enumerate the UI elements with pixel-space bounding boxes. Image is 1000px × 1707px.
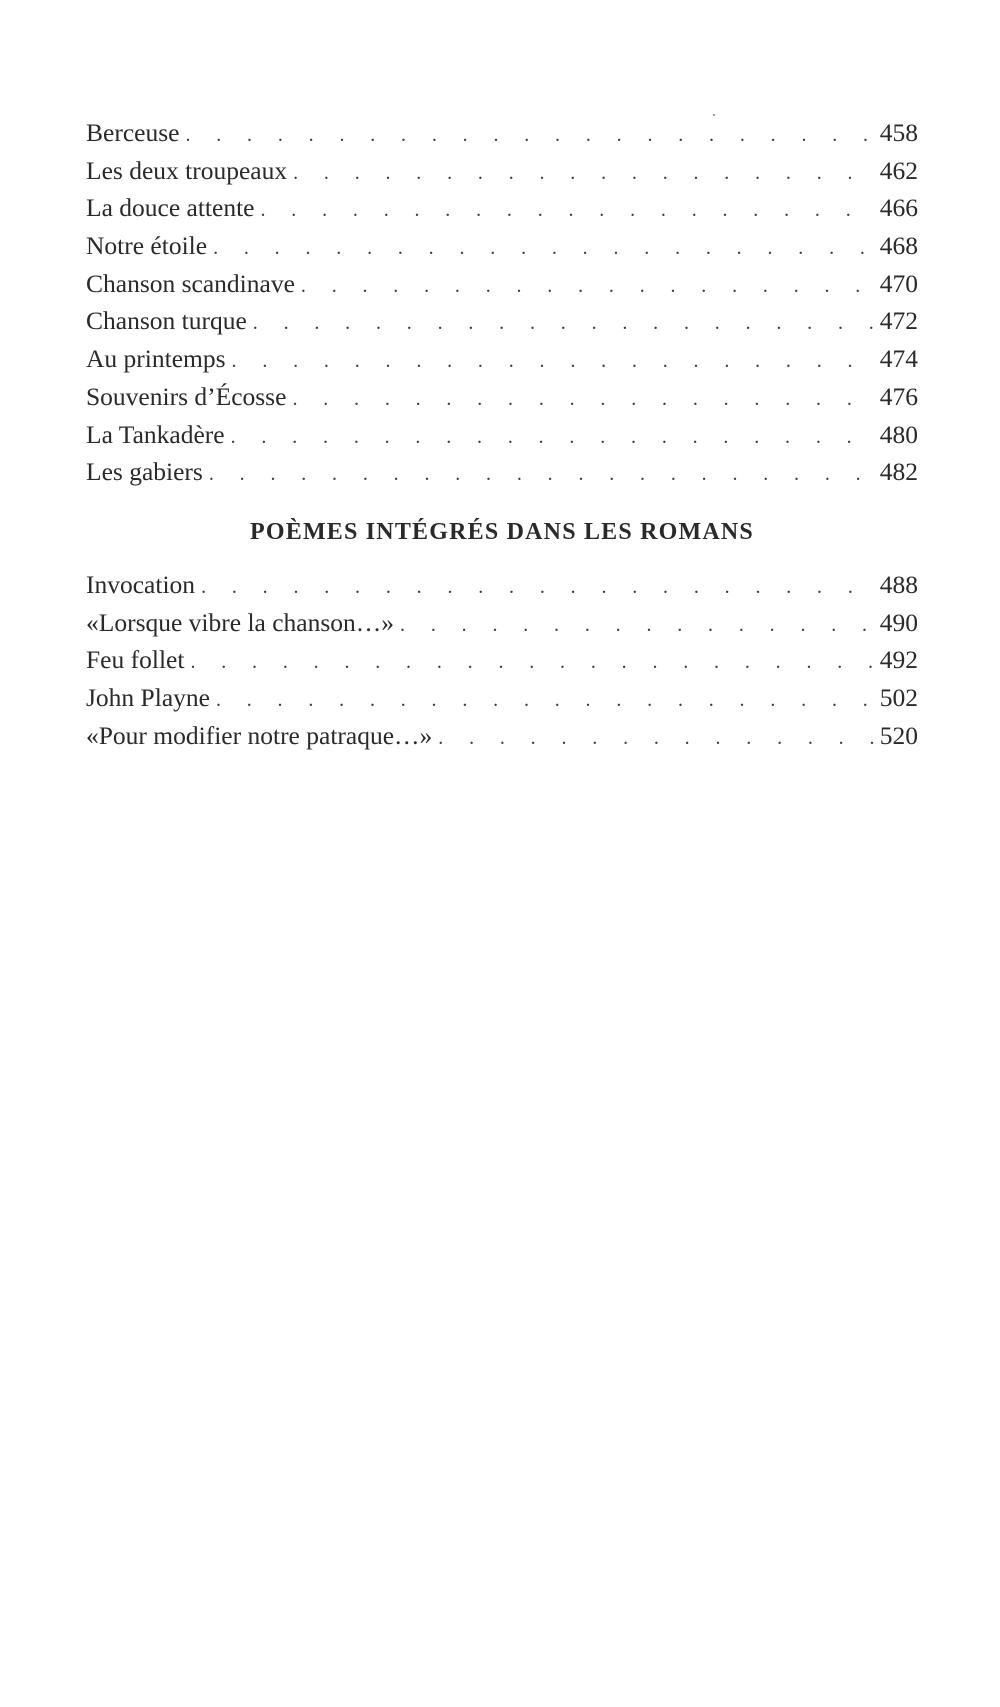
- toc-entry: [86, 227, 918, 265]
- toc-entry-title: Invocation: [86, 570, 196, 599]
- toc-entry-page: 474: [879, 344, 918, 374]
- toc-entry-page: 502: [879, 683, 918, 713]
- section-heading: POÈMES INTÉGRÉS DANS LES ROMANS: [250, 519, 754, 545]
- toc-entry-page: 480: [879, 419, 918, 449]
- toc-entry-title: «Lorsque vibre la chanson…»: [86, 607, 395, 637]
- toc-entry: [86, 641, 918, 679]
- toc-entry-title: Notre étoile: [86, 231, 208, 261]
- dot-leader: [438, 720, 874, 758]
- dot-leader: [253, 305, 874, 343]
- toc-entry: [86, 114, 918, 152]
- toc-entry-title: Les deux troupeaux: [86, 155, 288, 185]
- toc-entry: [86, 152, 918, 190]
- toc-entry-title: «Pour modifier notre patraque…»: [86, 720, 433, 750]
- toc-entry: [86, 717, 918, 755]
- dot-leader: [232, 343, 874, 381]
- toc-entry-page: 472: [879, 306, 918, 336]
- toc-entry-page: 490: [879, 607, 918, 637]
- toc-entry-title: Chanson turque: [86, 306, 247, 336]
- dot-leader: [216, 682, 874, 720]
- toc-entry-page: 466: [879, 193, 918, 223]
- toc-entry-page: 458: [879, 118, 918, 147]
- toc-entry: [86, 416, 918, 454]
- toc-entry-page: 462: [879, 155, 918, 185]
- toc-entry-page: 492: [879, 645, 918, 675]
- dot-leader: [293, 155, 874, 193]
- toc-entry: [86, 679, 918, 717]
- dot-leader: [301, 268, 874, 306]
- dot-leader: [209, 456, 874, 494]
- toc-entry-title: Feu follet: [86, 645, 185, 675]
- dot-leader: [231, 419, 874, 457]
- toc-entry-title: Berceuse: [86, 118, 180, 147]
- toc-entry-title: La Tankadère: [86, 419, 225, 449]
- toc-entry-page: 482: [879, 457, 918, 487]
- toc-entry: [86, 265, 918, 303]
- toc-entry-page: 470: [879, 268, 918, 298]
- dot-leader: [292, 381, 874, 419]
- toc-entry-page: 520: [879, 720, 918, 750]
- toc-entry: [86, 378, 918, 416]
- toc-entry: [86, 604, 918, 642]
- toc-entry-title: Les gabiers: [86, 457, 203, 487]
- toc-list-part2: [86, 566, 918, 754]
- toc-entry: [86, 302, 918, 340]
- toc-list-part1: [86, 114, 918, 491]
- dot-leader: [213, 230, 874, 268]
- toc-entry-title: Au printemps: [86, 344, 226, 374]
- dot-leader: [400, 607, 874, 645]
- toc-entry-title: John Playne: [86, 683, 210, 713]
- toc-entry-title: La douce attente: [86, 193, 255, 223]
- toc-entry: [86, 453, 918, 491]
- toc-entry-page: 476: [879, 381, 918, 411]
- dot-leader: [261, 192, 875, 230]
- toc-entry: [86, 340, 918, 378]
- toc-entry-title: Chanson scandinave: [86, 268, 295, 298]
- dot-leader: [201, 569, 874, 607]
- toc-entry-page: 488: [879, 570, 918, 599]
- toc-entry-title: Souvenirs d’Écosse: [86, 381, 287, 411]
- toc-entry: [86, 189, 918, 227]
- dot-leader: [190, 644, 874, 682]
- dot-leader: [185, 117, 874, 155]
- toc-entry-page: 468: [879, 231, 918, 261]
- toc-entry: [86, 566, 918, 604]
